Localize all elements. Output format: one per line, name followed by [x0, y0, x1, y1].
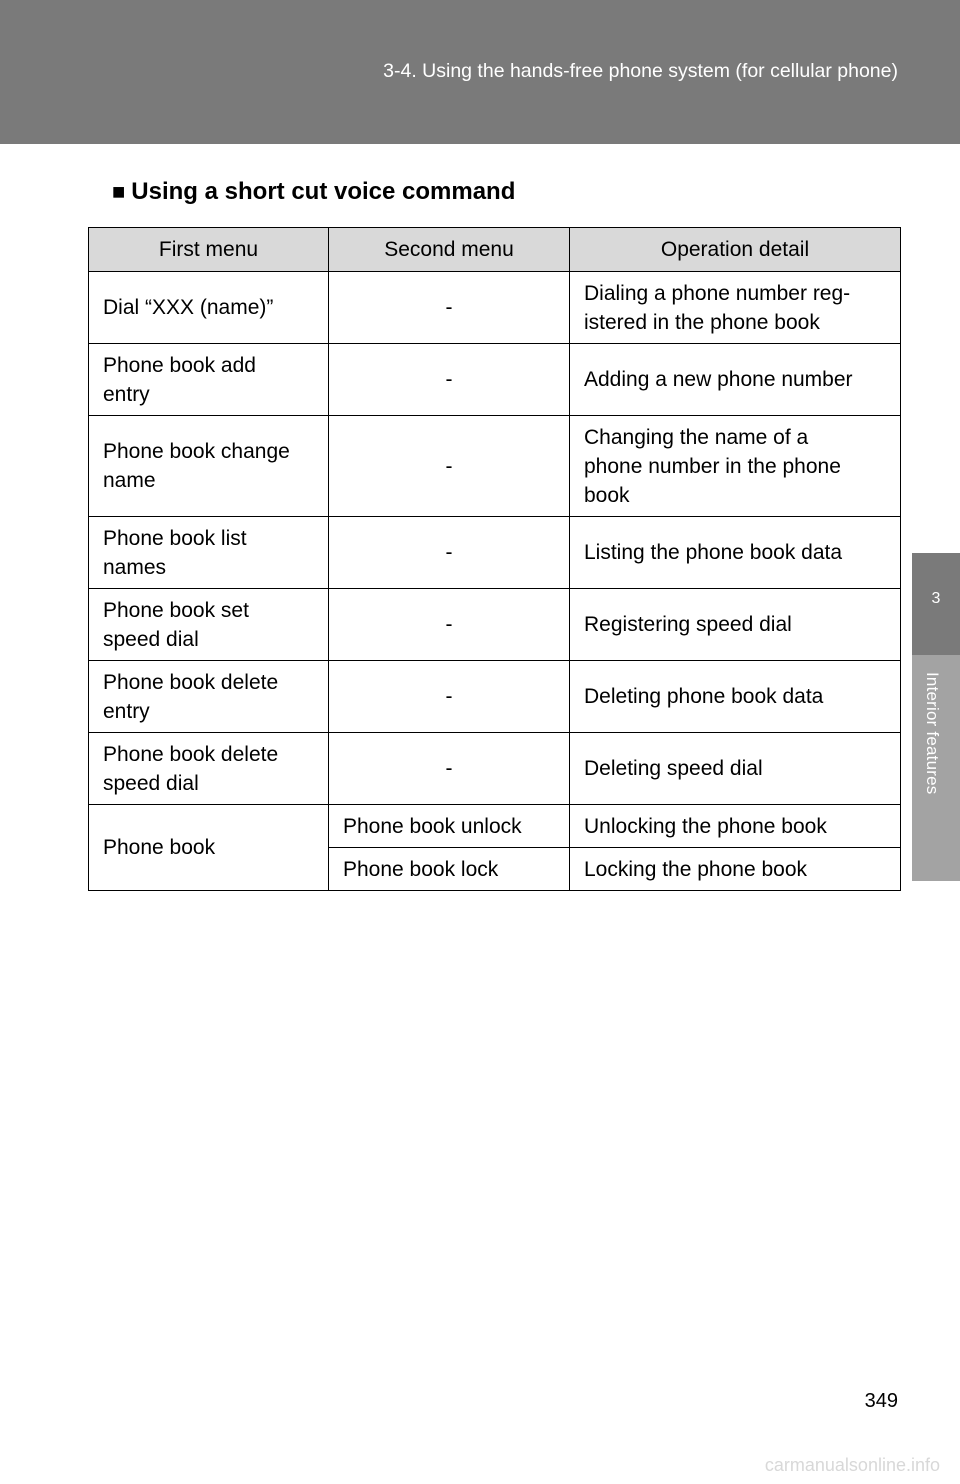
section-heading	[112, 178, 515, 206]
first-menu-cell: Dial “XXX (name)”	[89, 272, 329, 344]
chapter-number: 3	[931, 590, 941, 607]
operation-detail-cell: Locking the phone book	[570, 848, 901, 891]
second-menu-cell: -	[329, 733, 570, 805]
column-header-second-menu: Second menu	[329, 228, 570, 272]
column-header-first-menu: First menu	[89, 228, 329, 272]
page-number: 349	[864, 1390, 898, 1412]
table-row	[89, 416, 901, 517]
second-menu-cell: -	[329, 661, 570, 733]
operation-detail-cell: Deleting speed dial	[570, 733, 901, 805]
first-menu-cell: Phone book add entry	[89, 344, 329, 416]
second-menu-cell: -	[329, 416, 570, 517]
operation-detail-cell: Changing the name of a phone number in the phone book	[570, 416, 901, 517]
table-row	[89, 733, 901, 805]
table-row	[89, 589, 901, 661]
second-menu-cell: Phone book lock	[329, 848, 570, 891]
second-menu-cell: -	[329, 344, 570, 416]
second-menu-cell: Phone book unlock	[329, 805, 570, 848]
first-menu-cell: Phone book	[89, 805, 329, 891]
table-row	[89, 517, 901, 589]
table-header-row	[89, 228, 901, 272]
operation-detail-cell: Dialing a phone number reg- istered in the phone book	[570, 272, 901, 344]
first-menu-cell: Phone book change name	[89, 416, 329, 517]
second-menu-cell: -	[329, 517, 570, 589]
second-menu-cell: -	[329, 272, 570, 344]
first-menu-cell: Phone book delete entry	[89, 661, 329, 733]
section-heading-text: Using a short cut voice command	[131, 178, 516, 205]
watermark: carmanualsonline.info	[764, 1455, 940, 1475]
table-row	[89, 344, 901, 416]
table-row	[89, 661, 901, 733]
table-row	[89, 272, 901, 344]
chapter-label: Interior features	[923, 672, 942, 795]
second-menu-cell: -	[329, 589, 570, 661]
first-menu-cell: Phone book set speed dial	[89, 589, 329, 661]
first-menu-cell: Phone book list names	[89, 517, 329, 589]
first-menu-cell: Phone book delete speed dial	[89, 733, 329, 805]
table-row	[89, 805, 901, 848]
header-title: 3-4. Using the hands-free phone system (for cellular phone)	[383, 60, 898, 82]
operation-detail-cell: Unlocking the phone book	[570, 805, 901, 848]
square-bullet-icon: ■	[112, 179, 126, 204]
operation-detail-cell: Registering speed dial	[570, 589, 901, 661]
column-header-operation-detail: Operation detail	[570, 228, 901, 272]
operation-detail-cell: Adding a new phone number	[570, 344, 901, 416]
voice-command-table	[88, 227, 901, 891]
operation-detail-cell: Listing the phone book data	[570, 517, 901, 589]
operation-detail-cell: Deleting phone book data	[570, 661, 901, 733]
